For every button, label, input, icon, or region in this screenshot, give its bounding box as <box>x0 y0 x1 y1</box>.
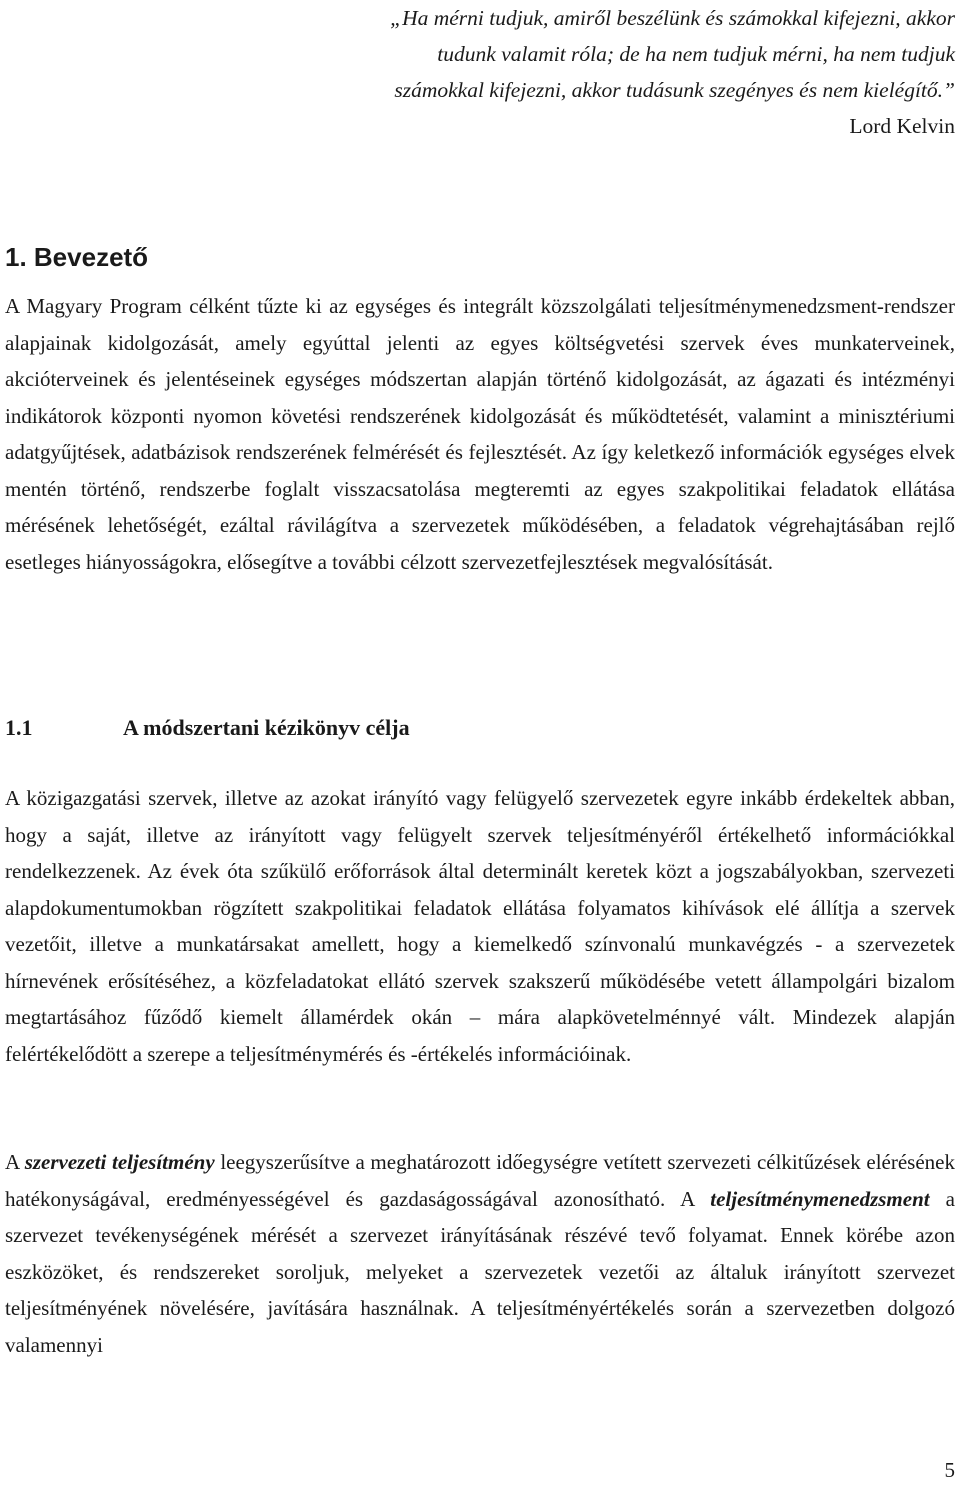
epigraph-author: Lord Kelvin <box>849 114 955 138</box>
definition-paragraph <box>5 1144 955 1363</box>
term-organizational-performance: szervezeti teljesítmény <box>24 1150 215 1174</box>
subsection-number: 1.1 <box>5 715 33 740</box>
subsection-title: A módszertani kézikönyv célja <box>123 715 410 740</box>
intro-paragraph: A Magyary Program célként tűzte ki az egységes és integrált közszolgálati teljesítménymenedzsment-rendszer alapjainak kidolgozását, amely egyúttal jelenti az egyes költségvetési szervek éves munkaterveinek, akcióterveinek és jelentéseinek egységes módszertan alapján történő kidolgozását, az ágazati és intézményi indikátorok központi nyomon követési rendszerének kidolgozását és működtetését, valamint a minisztériumi adatgyűjtések, adatbázisok rendszerének felmérését és fejlesztését. Az így keletkező információk egységes elvek mentén történő, rendszerbe foglalt visszacsatolása megteremti az egyes szakpolitikai feladatok ellátása mérésének lehetőségét, ezáltal rávilágítva a szervezetek működésében, a feladatok végrehajtásában rejlő esetleges hiányosságokra, elősegítve a további célzott szervezetfejlesztések megvalósítását. <box>5 294 955 574</box>
definition-text-a: A <box>5 1150 25 1174</box>
epigraph <box>355 0 955 144</box>
term-performance-management: teljesítménymenedzsment <box>710 1186 930 1211</box>
epigraph-quote: „Ha mérni tudjuk, amiről beszélünk és számokkal kifejezni, akkor tudunk valamit róla; de ha nem tudjuk mérni, ha nem tudjuk számokkal kifejezni, akkor tudásunk szegényes és nem kielégítő.” <box>390 6 955 102</box>
purpose-paragraph: A közigazgatási szervek, illetve az azokat irányító vagy felügyelő szervezetek egyre inkább érdekeltek abban, hogy a saját, illetve az irányított vagy felügyelt szervek teljesítményéről értékelhető információkkal rendelkezzenek. Az évek óta szűkülő erőforrások által determinált keretek közt a jogszabályokban, szervezeti alapdokumentumokban rögzített szakpolitikai feladatok ellátása folyamatos kihívások elé állítja a szervek vezetőit, illetve a munkatársakat amellett, hogy a kiemelkedő színvonalú munkavégzés - a szervezetek hírnevének erősítéséhez, a közfeladatokat ellátó szervek szakszerű működésébe vetett állampolgári bizalom megtartásához fűződő kiemelt államérdek okán – mára alapkövetelménnyé vált. Mindezek alapján felértékelődött a szerepe a teljesítménymérés és -értékelés információinak. <box>5 786 955 1066</box>
page-number: 5 <box>944 1458 955 1482</box>
definition-text-c: a szervezet tevékenységének mérését a szervezet irányításának részévé tevő folyamat. Ennek körébe azon eszközöket, és rendszereket soroljuk, melyeket a szervezetek vezetői az általuk irányított szervezet teljesítményének növelésére, javítására használnak. A teljesítményértékelés során a szervezetben dolgozó valamennyi <box>5 1186 955 1357</box>
section-heading: 1. Bevezető <box>5 242 149 272</box>
definition-text-b: leegyszerűsítve a meghatározott időegységre vetített szervezeti célkitűzések elérésének hatékonyságával, eredményességével és gazdaságosságával azonosítható. A <box>5 1150 955 1211</box>
subsection-heading <box>5 712 410 744</box>
